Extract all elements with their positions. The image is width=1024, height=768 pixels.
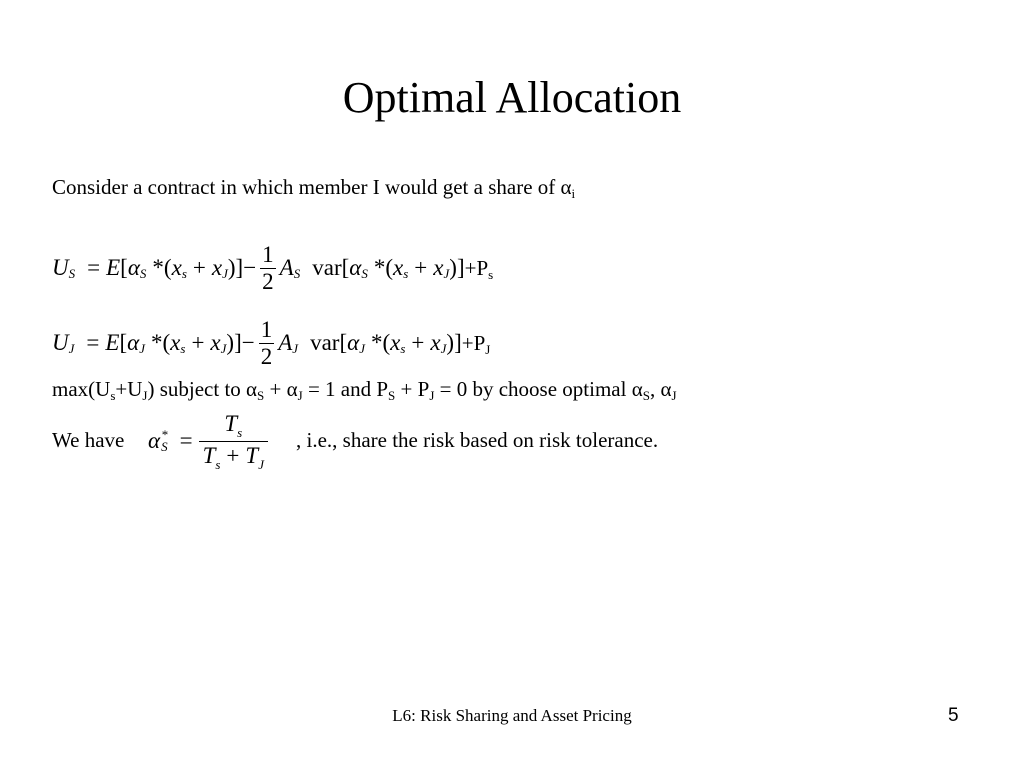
eq-s-u-sub: S [68,266,76,281]
eq-j-x2-sub: J [220,341,227,356]
eq-s-u: U [52,255,69,280]
eq-s-x4: x [433,255,444,280]
max-sub-5: S [388,388,396,403]
eq-s-alpha-sub: S [139,266,147,281]
eq-j-plus: + [191,330,205,355]
max-sub-2: J [142,388,148,403]
max-part-6: + P [395,377,430,401]
optimal-share-formula [148,404,274,478]
eq-j-x1: x [170,330,181,355]
slide-footer: L6: Risk Sharing and Asset Pricing [392,706,632,725]
den-t2-sub: J [258,456,264,472]
eq-s-equals: = [87,255,101,280]
eq-s-x3-sub: s [403,266,409,281]
max-part-5: = 1 and P [302,377,389,401]
eq-j-plus2: + [411,330,425,355]
eq-s-x2: x [211,255,223,280]
den-t2: T [245,442,259,468]
eq-s-alpha2-sub: S [361,266,368,281]
slide-title: Optimal Allocation [342,73,682,122]
eq-s-tail [465,256,494,281]
max-part-3: ) subject to α [147,377,258,401]
eq-s-close: )] [227,255,244,280]
optimal-alpha-sub: S [161,439,168,454]
eq-j-tail [462,331,491,356]
optimal-alpha-scripts [161,429,168,453]
tolerance-numerator [220,410,246,441]
eq-s-a: A [279,255,294,280]
eq-j-a-sub: J [292,341,299,356]
eq-s-paren: ( [163,255,172,280]
max-part-2: +U [115,377,143,401]
max-sub-8: J [671,388,677,403]
eq-j-alpha: α [127,330,140,355]
max-part-7: = 0 by choose optimal α [434,377,643,401]
den-t1-sub: s [215,456,221,472]
page-number: 5 [948,705,959,726]
eq-j-alpha2-sub: J [359,341,365,356]
eq-s-x4-sub: J [443,266,450,281]
maximization-statement [52,376,677,402]
eq-s-star2: * [373,255,386,280]
den-plus: + [226,442,240,468]
optimal-equals: = [179,428,193,453]
eq-s-tail-main: +P [464,255,489,280]
eq-s-x3: x [393,255,404,280]
we-have-explanation: , i.e., share the risk based on risk tolerance. [296,428,659,452]
eq-s-minus: − [243,255,257,280]
eq-j-a: A [278,330,293,355]
eq-j-u: U [52,330,69,355]
we-have-lead: We have [52,428,125,452]
utility-equation-s [52,233,493,303]
eq-s-paren2: ( [385,255,394,280]
max-sub-6: J [429,388,435,403]
eq-s-e: E [106,255,121,280]
eq-j-close2: )] [446,330,462,355]
eq-j-paren: ( [162,330,171,355]
max-sub-1: s [110,388,116,403]
eq-j-x4-sub: J [440,341,447,356]
num-t: T [224,410,238,436]
eq-j-tail-main: +P [461,330,486,355]
eq-j-star2: * [370,330,383,355]
eq-j-x1-sub: s [180,341,186,356]
eq-j-minus: − [241,330,255,355]
eq-s-x1: x [171,255,182,280]
eq-j-alpha-sub: J [139,341,145,356]
optimal-alpha: α [148,428,161,453]
eq-s-star: * [152,255,164,280]
eq-j-fraction [259,317,275,370]
eq-j-e: E [105,330,120,355]
eq-s-a-sub: S [293,266,301,281]
eq-s-var: var[ [312,255,350,280]
eq-s-plus: + [192,255,206,280]
eq-j-paren2: ( [382,330,391,355]
eq-s-alpha2: α [349,255,362,280]
eq-j-alpha2: α [347,330,360,355]
eq-j-tail-sub: J [485,341,491,357]
eq-j-x2: x [210,330,221,355]
tolerance-fraction [199,410,268,473]
utility-equation-j [52,308,490,378]
eq-s-denominator: 2 [262,268,274,294]
eq-j-x4: x [430,330,441,355]
eq-j-open: [ [119,330,128,355]
max-sub-7: S [642,388,650,403]
eq-s-x1-sub: s [181,266,187,281]
eq-s-x2-sub: J [222,266,228,281]
eq-s-numerator: 1 [262,241,274,267]
tolerance-denominator [199,442,268,473]
intro-main: Consider a contract in which member I would get a share of α [52,175,572,199]
max-part-1: max(U [52,377,111,401]
eq-j-numerator: 1 [260,316,273,342]
eq-s-tail-sub: s [488,266,494,282]
optimal-alpha-sup: * [161,427,168,442]
max-part-8: , α [649,377,672,401]
eq-s-plus2: + [414,255,428,280]
eq-s-open: [ [120,255,128,280]
intro-sub: i [571,186,576,201]
num-t-sub: s [237,424,243,440]
max-part-4: + α [264,377,298,401]
eq-s-fraction [260,242,276,295]
eq-j-close: )] [226,330,242,355]
eq-j-x3: x [390,330,401,355]
max-sub-3: S [257,388,265,403]
eq-j-u-sub: J [68,341,75,356]
eq-j-x3-sub: s [400,341,406,356]
eq-j-equals: = [86,330,100,355]
eq-s-alpha: α [127,255,140,280]
intro-text [52,174,575,200]
max-sub-4: J [297,388,303,403]
eq-j-star: * [150,330,163,355]
den-t1: T [202,442,216,468]
eq-j-var: var[ [310,330,348,355]
eq-s-close2: )] [449,255,465,280]
eq-j-denominator: 2 [260,343,273,369]
